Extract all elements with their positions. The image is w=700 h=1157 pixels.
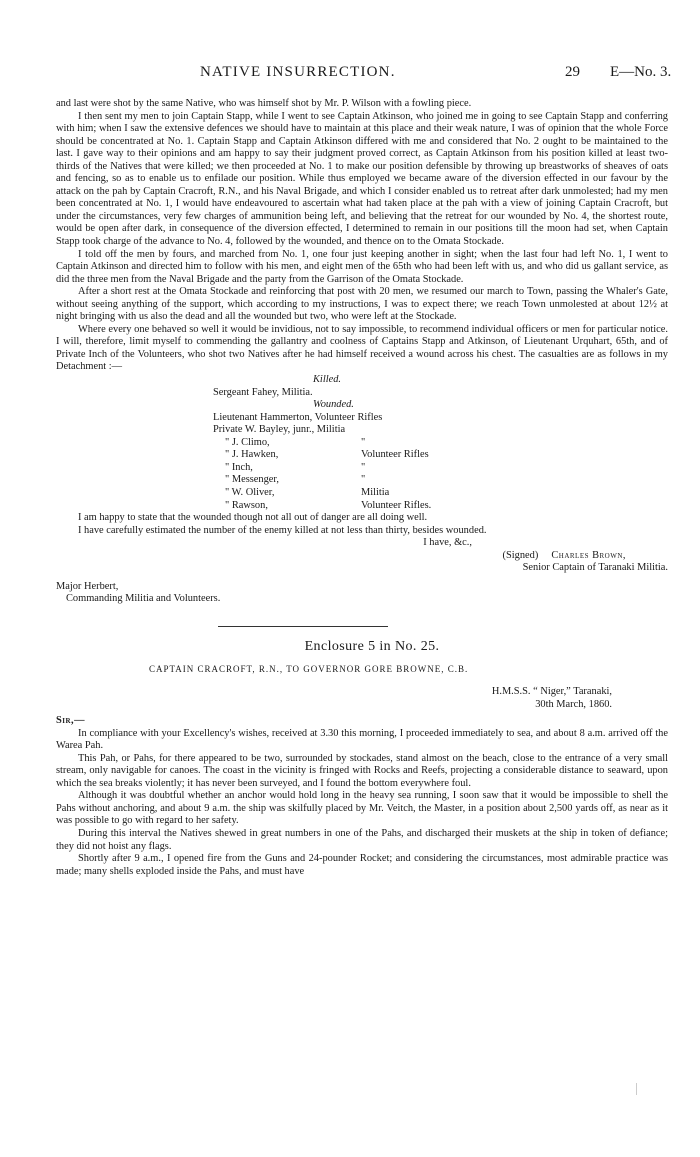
wounded-name: " J. Climo,	[225, 436, 270, 448]
closing-line: I have carefully estimated the number of the enemy killed at not less than thirty, besides wounded.	[78, 524, 487, 536]
letter-place: H.M.S.S. “ Niger,” Taranaki,	[491, 685, 612, 697]
wounded-name: " Inch,	[225, 461, 253, 473]
page-number: 29	[565, 64, 580, 80]
closing-line: I am happy to state that the wounded though not all out of danger are all doing well.	[78, 512, 428, 524]
paragraph: Where every one behaved so well it would be invidious, not to say impossible, to recommend individual officers or men for particular notice. I will, therefore, limit myself to commending the gallantry and coolness of Captains Stapp and Atkinson, of Lieutenant Urquhart, 65th, and of Private Inch of the Volunteers, who shot two Natives after he had himself received a wound across his chest. The casualties are as follows in my Detachment :—	[56, 323, 668, 373]
wounded-unit: Volunteer Rifles.	[361, 499, 432, 511]
wounded-heading: Wounded.	[313, 399, 354, 411]
paragraph: I told off the men by fours, and marched from No. 1, one four just keeping another in sight; when the last four had left No. 1, I went to Captain Atkinson and directed him to follow with his men, and eight men of the 65th who had been left with us, and who did us gallant service, as did the three men from the Naval Brigade and the party from the Garrison of the Omata Stockade.	[56, 248, 668, 285]
killed-entry: Sergeant Fahey, Militia.	[213, 386, 313, 398]
section-divider	[218, 626, 388, 627]
paragraph: Shortly after 9 a.m., I opened fire from the Guns and 24-pounder Rocket; and considering the circumstances, most admirable practice was made; many shells exploded inside the Pahs, and must have	[56, 853, 668, 877]
paragraph: and last were shot by the same Native, who was himself shot by Mr. P. Wilson with a fowling piece.	[56, 98, 472, 109]
sign-off: I have, &c.,	[423, 537, 472, 549]
wounded-row	[213, 437, 668, 450]
scan-mark	[636, 1083, 637, 1095]
document-reference: E—No. 3.	[610, 64, 672, 80]
wounded-unit: "	[361, 461, 366, 473]
addressee-name: Major Herbert,	[56, 580, 119, 592]
wounded-unit: Volunteer Rifles	[361, 449, 429, 461]
wounded-row	[213, 449, 668, 462]
wounded-name: " Rawson,	[225, 499, 268, 511]
wounded-unit: Militia	[361, 486, 390, 498]
addressee-role: Commanding Militia and Volunteers.	[66, 593, 221, 605]
wounded-name: " Messenger,	[225, 474, 280, 486]
wounded-name: " J. Hawken,	[225, 449, 279, 461]
salutation: Sir,—	[56, 715, 86, 727]
casualty-list	[213, 374, 668, 512]
wounded-name: " W. Oliver,	[225, 486, 275, 498]
page-body	[56, 98, 668, 878]
signed-label: (Signed)	[502, 549, 539, 561]
enclosure-subtitle: CAPTAIN CRACROFT, R.N., TO GOVERNOR GORE BROWNE, C.B.	[149, 664, 469, 675]
enclosure-title: Enclosure 5 in No. 25.	[304, 638, 440, 654]
wounded-entry: Private W. Bayley, junr., Militia	[213, 424, 346, 436]
paragraph: In compliance with your Excellency's wishes, received at 3.30 this morning, I proceeded immediately to sea, and about 8 a.m. arrived off the Warea Pah.	[56, 727, 668, 752]
wounded-unit: "	[361, 474, 366, 486]
paragraph: I then sent my men to join Captain Stapp, while I went to see Captain Atkinson, who joined me in going to see Captain Stapp and conferring with him; when I saw the extensive defences we should have to maintain at this place and their weak nature, I was of opinion that the whole Force should be concentrated at No. 1. Captain Stapp and Captain Atkinson differed with me and considered that No. 2 ought to be maintained to the last. I gave way to their opinions and am happy to say their judgment proved correct, as Captain Atkinson from his position killed at least two-thirds of the Natives that were killed; we then proceeded at No. 1 to make our position defensible by throwing up breastworks of sheaves of oats and fencing, so as to enable us to enfilade our position. While thus employed we became aware of the diversion effected in our favour by the attack on the pah by Captain Cracroft, R.N., and his Naval Brigade, and which I consider enabled us to retreat after dark unmolested; had my men been concentrated at No. 1, I would have endeavoured to ascertain what had taken place at the pah with a view of joining Captain Cracroft, but under the circumstances, very few charges of ammunition being left, and believing that the retreat for our wounded by No. 4, the shortest route, would be open after dark, in consequence of the diversion effected, I determined to remain in our positions till the moon had set, when Captain Stapp took charge of the advance to No. 4, followed by the wounded, and thence on to the Omata Stockade.	[56, 110, 668, 248]
signatory-title: Senior Captain of Taranaki Militia.	[522, 562, 668, 574]
wounded-row	[213, 500, 668, 513]
letter-address	[56, 686, 668, 711]
paragraph: This Pah, or Pahs, for there appeared to be two, surrounded by stockades, stand almost on the beach, close to the entrance of a very small stream, only navigable for canoes. The coast in the vicinity is fringed with Rocks and Reefs, projecting a considerable distance to seaward, upon which the sea breaks violently; it has never been surveyed, and I found the bottom everywhere foul.	[56, 752, 668, 789]
paragraph: Although it was doubtful whether an anchor would hold long in the heavy sea running, I soon saw that it would be impossible to shell the Pahs without anchoring, and about 9 a.m. the ship was skilfully placed by Mr. Veitch, the Master, in a position about 2,500 yards off, as near as it was possible to go with regard to her safety.	[56, 790, 668, 827]
signatory-name: Charles Brown,	[551, 549, 626, 561]
letter-date: 30th March, 1860.	[535, 698, 612, 710]
wounded-entry: Lieutenant Hammerton, Volunteer Rifles	[213, 411, 383, 423]
killed-heading: Killed.	[313, 374, 341, 386]
wounded-row	[213, 462, 668, 475]
wounded-row	[213, 474, 668, 487]
running-header	[0, 64, 700, 84]
header-title: NATIVE INSURRECTION.	[200, 64, 396, 80]
signature-block	[56, 537, 668, 575]
wounded-unit: "	[361, 436, 366, 448]
paragraph: After a short rest at the Omata Stockade and reinforcing that post with 20 men, we resumed our march to Town, passing the Whaler's Gate, without seeing anything of the support, which according to my instructions, I was to expect there; we reach Town unmolested at about 12½ at night bringing with us also the dead and all the wounded but two, who were left at the Stockade.	[56, 286, 668, 323]
paragraph: During this interval the Natives shewed in great numbers in one of the Pahs, and discharged their muskets at the ship in token of defiance; they did not hoist any flags.	[56, 827, 668, 852]
signed-line	[56, 550, 626, 563]
wounded-row	[213, 487, 668, 500]
